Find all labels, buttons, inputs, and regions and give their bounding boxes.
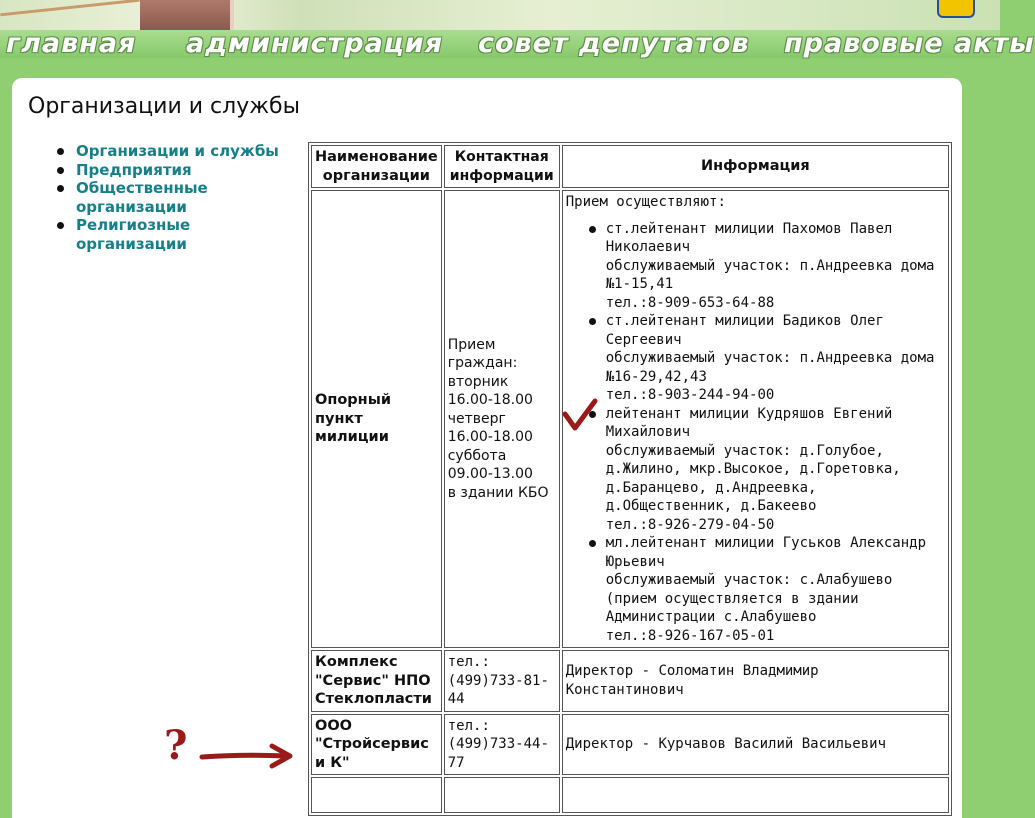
list-item [606,534,945,645]
page-title: Организации и службы [28,94,300,119]
organizations-table [308,142,952,816]
contact-line: 16.00-18.00 [447,429,533,446]
officer-phone: тел.:8-926-167-05-01 [605,627,775,644]
sidebar-item-public-organizations [54,179,294,216]
contact-line: граждан: [447,355,518,372]
org-info [562,777,949,813]
header-banner [0,0,1000,30]
officer-name: мл.лейтенант милиции Гуськов Александр Юрьевич [605,535,927,570]
contact-line: 09.00-13.00 [447,466,533,483]
sidebar-item-organizations [54,142,294,161]
org-info: Директор - Соломатин Владмимир Константинович [562,650,949,712]
header-name: Наименование организации [311,145,442,188]
main-nav [0,28,1035,59]
contact-line: четверг [447,410,506,427]
contact-line: 16.00-18.00 [447,392,533,409]
contact-line: вторник [447,373,509,390]
sidebar-item-enterprises [54,161,294,180]
org-info: Директор - Курчавов Василий Васильевич [562,714,949,776]
org-name: Комплекс "Сервис" НПО Стеклопласти [311,650,442,712]
table-row [311,190,949,648]
officer-name: лейтенант милиции Кудряшов Евгений Михайлович [605,405,893,440]
nav-item-legal-acts[interactable]: правовые акты [784,28,1035,59]
nav-item-home[interactable]: главная [6,28,137,59]
org-contact [444,190,560,648]
table-row [311,714,949,776]
officer-phone: тел.:8-909-653-64-88 [605,294,775,311]
table-row [311,777,949,813]
officers-list [566,220,945,646]
officer-name: ст.лейтенант милиции Пахомов Павел Николаевич [605,220,893,255]
banner-building-image [140,0,234,30]
officer-area: обслуживаемый участок: с.Алабушево (прием осуществляется в здании Администрации с.Алабушево [605,572,893,625]
coat-of-arms-icon [937,0,975,18]
sidebar-link-public-organizations[interactable]: Общественные организации [76,179,208,216]
list-item [606,220,945,313]
org-info [562,190,949,648]
org-contact [444,777,560,813]
officer-area: обслуживаемый участок: д.Голубое, д.Жилино, мкр.Высокое, д.Горетовка, д.Баранцево, д.Андреевка, д.Общественник, д.Бакеево [605,442,901,514]
header-contact: Контактная информации [444,145,560,188]
table-header-row [311,145,949,188]
officer-phone: тел.:8-926-279-04-50 [605,516,775,533]
sidebar-item-religious-organizations [54,216,294,253]
officer-area: обслуживаемый участок: п.Андреевка дома №16-29,42,43 [605,350,935,385]
header-info: Информация [562,145,949,188]
list-item [606,312,945,405]
org-name: ООО "Стройсервис и К" [311,714,442,776]
sidebar-link-enterprises[interactable]: Предприятия [76,160,192,179]
sidebar-menu [54,142,294,253]
sidebar-link-organizations[interactable]: Организации и службы [76,142,279,160]
org-contact: тел.:(499)733-81-44 [444,650,560,712]
content-panel [12,78,962,818]
banner-map-decoration [0,0,140,16]
question-mark-annotation: ? [164,722,188,769]
officer-name: ст.лейтенант милиции Бадиков Олег Сергеевич [605,313,884,348]
officer-phone: тел.:8-903-244-94-00 [605,387,775,403]
officer-area: обслуживаемый участок: п.Андреевка дома №1-15,41 [605,257,935,292]
contact-line: суббота [447,447,507,464]
table-row [311,650,949,712]
org-name: Опорный пункт милиции [311,190,442,648]
contact-line: в здании КБО [447,484,549,501]
list-item [606,405,945,535]
nav-item-council[interactable]: совет депутатов [478,28,750,59]
sidebar-link-religious-organizations[interactable]: Религиозные организации [76,216,191,253]
contact-line: Прием [447,336,496,353]
info-intro: Прием осуществляют: [565,194,726,210]
nav-item-administration[interactable]: администрация [186,28,444,59]
org-name [311,777,442,813]
org-contact: тел.:(499)733-44-77 [444,714,560,776]
